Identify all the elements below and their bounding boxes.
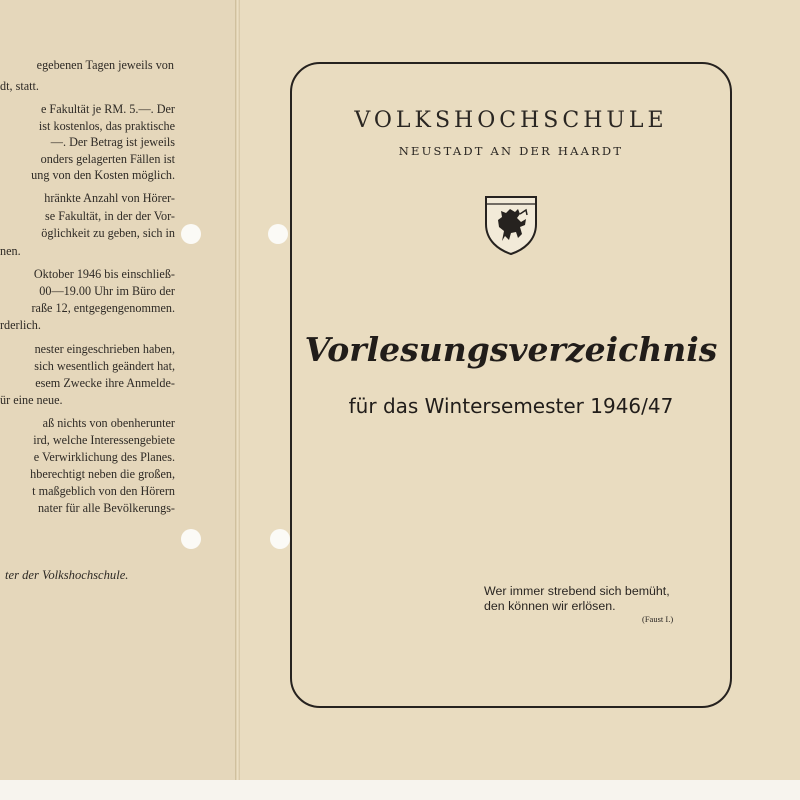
scan-margin: [0, 780, 800, 800]
text-line: t maßgeblich von den Hörern: [32, 484, 175, 498]
quote-line: den können wir erlösen.: [484, 599, 616, 613]
lion-crest-icon: [483, 194, 539, 256]
text-line: nester eingeschrieben haben,: [34, 342, 175, 356]
quote-line: Wer immer strebend sich bemüht,: [484, 584, 670, 598]
text-line: e Fakultät je RM. 5.—. Der: [40, 102, 175, 116]
text-line: sich wesentlich geändert hat,: [34, 359, 175, 373]
quote-source: (Faust I.): [642, 614, 674, 624]
text-line: öglichkeit zu geben, sich in: [41, 226, 175, 240]
left-page-text: [0, 0, 236, 780]
text-line: ung von den Kosten möglich.: [31, 168, 175, 182]
text-line: onders gelagerten Fällen ist: [40, 152, 175, 166]
text-line: ür eine neue.: [0, 393, 63, 407]
signature-line: ter der Volkshochschule.: [5, 568, 129, 582]
text-line: hränkte Anzahl von Hörer-: [44, 191, 175, 205]
left-page: [0, 0, 236, 780]
text-line: hberechtigt neben die großen,: [30, 467, 175, 481]
text-line: ird, welche Interessengebiete: [33, 433, 175, 447]
punch-hole: [270, 529, 290, 549]
text-line: esem Zwecke ihre Anmelde-: [35, 376, 175, 390]
punch-hole: [181, 529, 201, 549]
punch-hole: [181, 224, 201, 244]
catalog-heading: Vorlesungsverzeichnis: [304, 330, 718, 369]
semester-line: für das Wintersemester 1946/47: [348, 394, 674, 418]
text-line: raße 12, entgegengenommen.: [31, 301, 175, 315]
text-line: aß nichts von obenherunter: [42, 416, 175, 430]
text-line: nater für alle Bevölkerungs-: [37, 501, 175, 515]
text-line: 00—19.00 Uhr im Büro der: [39, 284, 175, 298]
text-line: egebenen Tagen jeweils von: [36, 58, 174, 72]
text-line: se Fakultät, in der der Vor-: [45, 209, 175, 223]
location-subtitle: NEUSTADT AN DER HAARDT: [398, 144, 624, 158]
text-line: nen.: [0, 244, 21, 258]
text-line: dt, statt.: [0, 79, 39, 93]
text-line: rderlich.: [0, 318, 41, 332]
text-line: e Verwirklichung des Planes.: [33, 450, 175, 464]
text-line: Oktober 1946 bis einschließ-: [33, 267, 175, 281]
motto-quote: [484, 584, 670, 614]
text-line: —. Der Betrag ist jeweils: [50, 135, 175, 149]
text-line: ist kostenlos, das praktische: [38, 119, 175, 133]
institution-title: VOLKSHOCHSCHULE: [354, 108, 668, 133]
punch-hole: [268, 224, 288, 244]
